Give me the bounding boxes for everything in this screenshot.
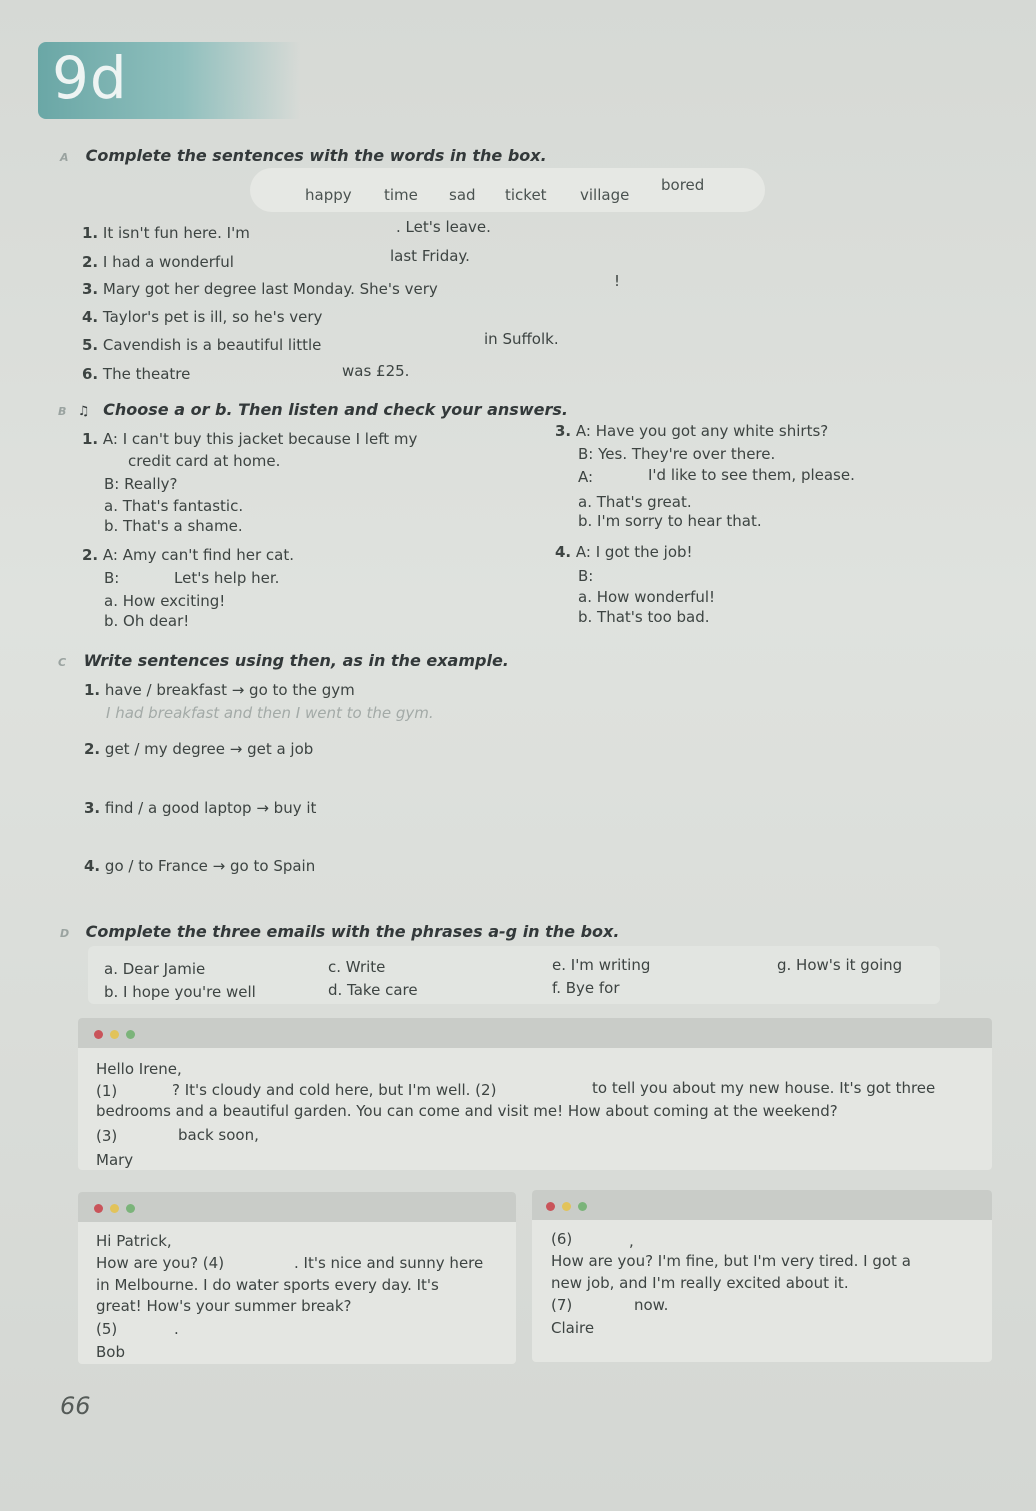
phrase-item: f. Bye for [552,979,620,997]
email-greeting: Hi Patrick, [96,1232,172,1250]
option-a: a. That's fantastic. [104,497,244,515]
window-minimize-icon [110,1204,119,1213]
prompt-item: 4. go / to France → go to Spain [84,857,316,875]
email-text: , [629,1232,634,1250]
email-text: bedrooms and a beautiful garden. You can come and visit me! How about coming at the weekend? [96,1102,838,1120]
window-close-icon [546,1202,555,1211]
section-c-instruction: Write sentences using then, as in the example. [83,651,509,670]
window-maximize-icon [126,1204,135,1213]
dialogue-line: credit card at home. [128,452,281,470]
email-signature: Claire [551,1319,595,1337]
section-b-letter: B [58,405,67,418]
phrase-item: c. Write [328,958,386,976]
email-greeting: Hello Irene, [96,1060,182,1078]
word-box-item: bored [661,176,705,194]
sentence-item: 4. Taylor's pet is ill, so he's very [82,308,323,326]
option-a: a. That's great. [578,493,692,511]
page-number: 66 [60,1392,91,1420]
word-box-item: sad [449,186,476,204]
email-signature: Bob [96,1343,125,1361]
example-answer: I had breakfast and then I went to the gym. [106,704,434,722]
option-a: a. How wonderful! [578,588,716,606]
dialogue-line: Let's help her. [174,569,280,587]
dialogue-line: 3. A: Have you got any white shirts? [555,422,829,440]
dialogue-line: 1. A: I can't buy this jacket because I left my [82,430,418,448]
option-b: b. That's too bad. [578,608,710,626]
word-box-item: happy [305,186,352,204]
word-box-item: ticket [505,186,547,204]
email-text: (3) [96,1127,118,1145]
email-window-bar [78,1192,516,1222]
phrase-item: g. How's it going [777,956,903,974]
window-minimize-icon [110,1030,119,1039]
dialogue-line: B: Really? [104,475,178,493]
email-text: (1) [96,1082,118,1100]
dialogue-line: B: Yes. They're over there. [578,445,776,463]
phrase-item: a. Dear Jamie [104,960,206,978]
section-c-letter: C [58,656,67,669]
dialogue-line: 2. A: Amy can't find her cat. [82,546,294,564]
sentence-item: 6. The theatre [82,365,191,383]
audio-icon: ♫ [77,404,90,419]
section-a-instruction: Complete the sentences with the words in the box. [85,146,547,165]
phrase-item: b. I hope you're well [104,983,256,1001]
sentence-tail: last Friday. [390,247,470,265]
sentence-item: 3. Mary got her degree last Monday. She's very [82,280,438,298]
dialogue-line: B: [104,569,120,587]
window-maximize-icon [126,1030,135,1039]
unit-tab [38,42,300,119]
sentence-tail: in Suffolk. [484,330,559,348]
word-box-item: time [384,186,418,204]
dialogue-line: 4. A: I got the job! [555,543,693,561]
email-text: in Melbourne. I do water sports every day. It's [96,1276,439,1294]
email-text: now. [634,1296,669,1314]
phrase-item: d. Take care [328,981,418,999]
email-text: back soon, [178,1126,259,1144]
dialogue-line: A: [578,468,594,486]
email-text: ? It's cloudy and cold here, but I'm well. (2) [172,1081,497,1099]
email-text: . [174,1320,179,1338]
section-a-heading [60,146,547,165]
sentence-tail: ! [614,272,621,290]
section-d-heading [60,922,619,941]
sentence-item: 5. Cavendish is a beautiful little [82,336,322,354]
sentence-item: 1. It isn't fun here. I'm [82,224,250,242]
section-c-heading [58,651,509,670]
option-a: a. How exciting! [104,592,226,610]
option-b: b. I'm sorry to hear that. [578,512,762,530]
window-maximize-icon [578,1202,587,1211]
email-text: (5) [96,1320,118,1338]
prompt-item: 2. get / my degree → get a job [84,740,314,758]
section-a-letter: A [60,151,69,164]
email-window-bar [532,1190,992,1220]
email-window-bar [78,1018,992,1048]
email-text: How are you? I'm fine, but I'm very tired. I got a [551,1252,911,1270]
window-close-icon [94,1204,103,1213]
prompt-item: 3. find / a good laptop → buy it [84,799,317,817]
email-text: new job, and I'm really excited about it. [551,1274,849,1292]
option-b: b. That's a shame. [104,517,243,535]
window-minimize-icon [562,1202,571,1211]
section-d-letter: D [60,927,70,940]
word-box-item: village [580,186,630,204]
dialogue-line: B: [578,567,594,585]
email-text: How are you? (4) [96,1254,225,1272]
sentence-tail: was £25. [342,362,410,380]
email-text: . It's nice and sunny here [294,1254,484,1272]
email-text: great! How's your summer break? [96,1297,352,1315]
section-b-instruction: Choose a or b. Then listen and check your answers. [103,400,568,419]
sentence-item: 2. I had a wonderful [82,253,234,271]
section-d-instruction: Complete the three emails with the phrases a-g in the box. [85,922,620,941]
email-text: (7) [551,1296,573,1314]
prompt-item: 1. have / breakfast → go to the gym [84,681,355,699]
email-text: to tell you about my new house. It's got three [592,1079,936,1097]
unit-label: 9d [52,44,128,112]
option-b: b. Oh dear! [104,612,190,630]
phrase-item: e. I'm writing [552,956,651,974]
sentence-tail: . Let's leave. [396,218,491,236]
email-text: (6) [551,1230,573,1248]
window-close-icon [94,1030,103,1039]
dialogue-line: I'd like to see them, please. [648,466,855,484]
email-signature: Mary [96,1151,134,1169]
section-b-heading [58,400,568,419]
